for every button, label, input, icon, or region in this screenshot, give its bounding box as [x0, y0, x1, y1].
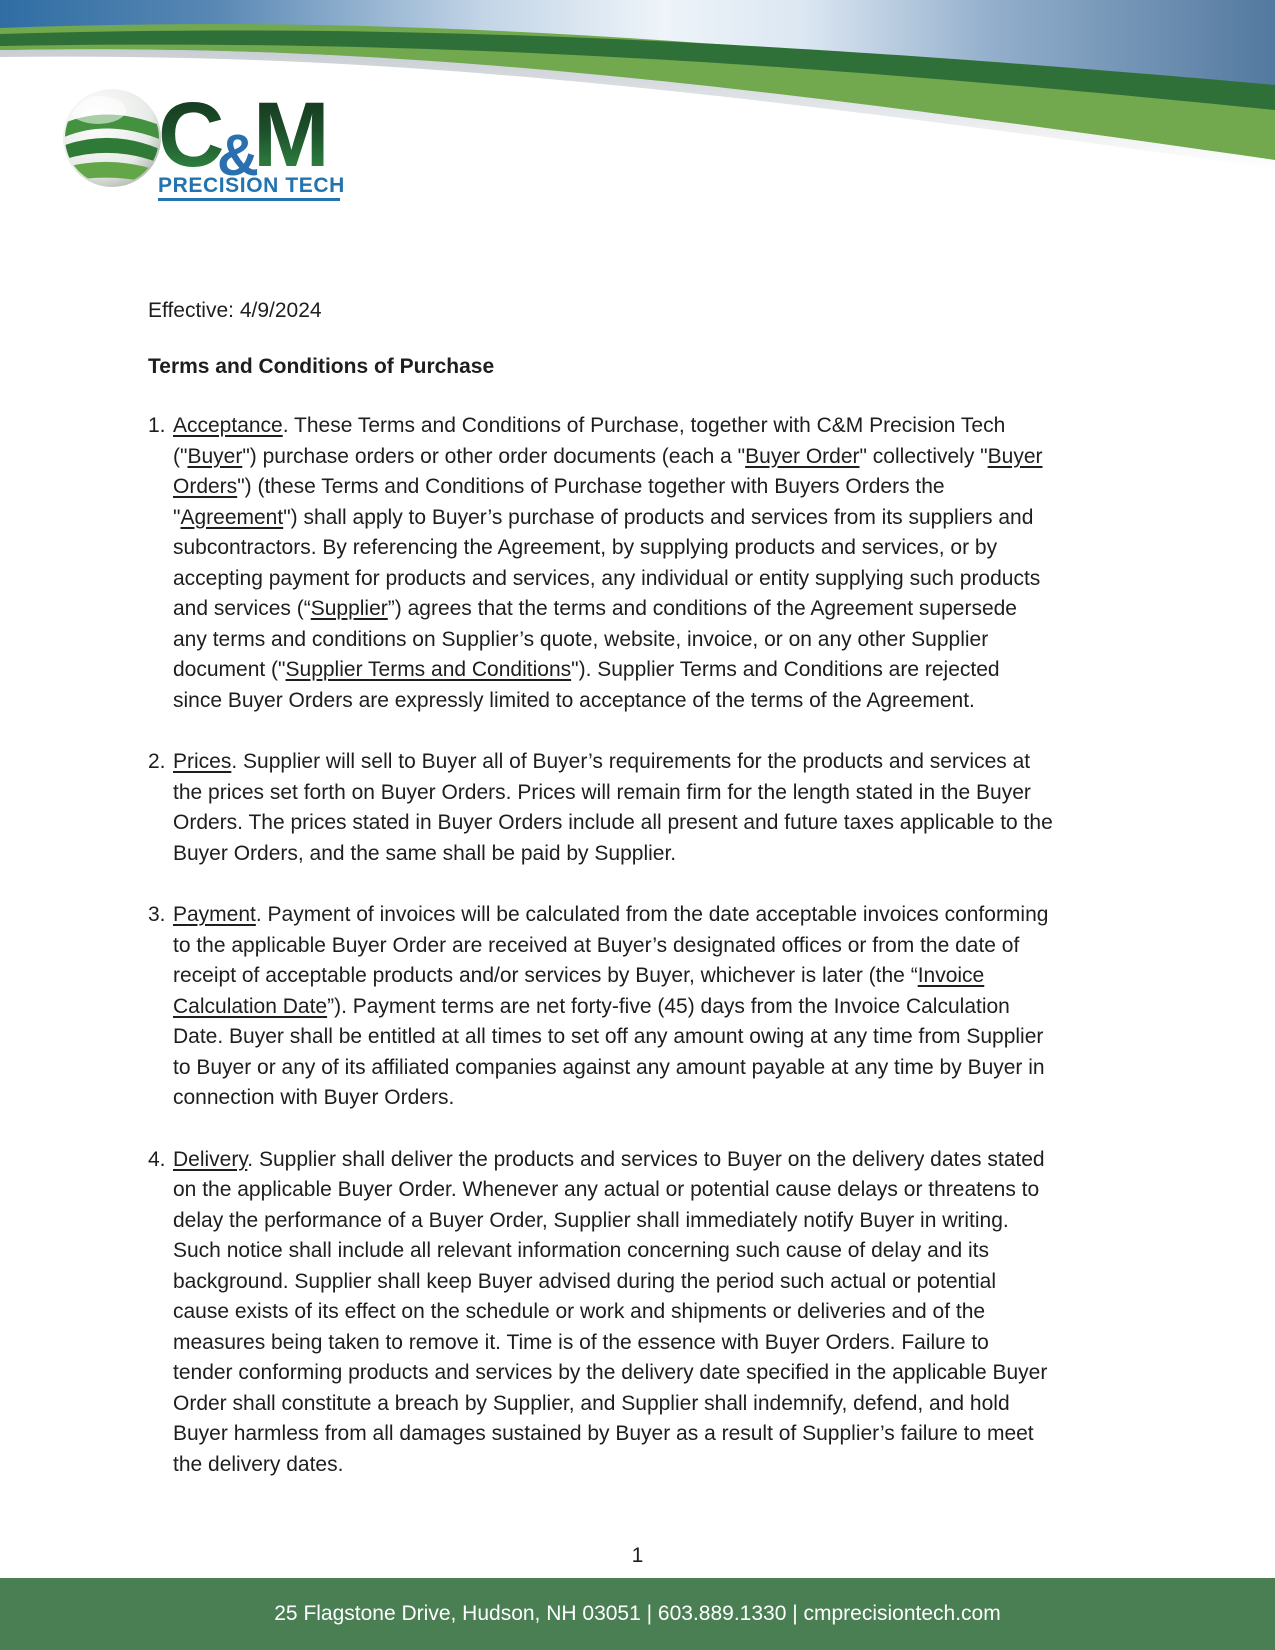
logo-tagline: PRECISION TECH: [158, 174, 345, 197]
defined-term: Buyer Orders: [173, 444, 1043, 498]
logo-letter-c: C: [158, 84, 225, 186]
page-number: 1: [631, 1544, 644, 1567]
logo-tagline-underline: [158, 198, 340, 201]
term-number: 4.: [148, 1147, 166, 1171]
term-text: "). Supplier Terms and Conditions are rejected since Buyer Orders are expressly limited to acceptance of the terms of the Agreement.: [173, 658, 1000, 712]
defined-term: Buyer Order: [745, 444, 860, 468]
term-item: [148, 900, 1053, 1114]
effective-date: Effective: 4/9/2024: [148, 299, 322, 322]
term-text: " collectively ": [859, 444, 988, 468]
term-item: [148, 411, 1053, 716]
document-body: [148, 296, 1053, 1480]
defined-term: Prices: [173, 750, 232, 773]
defined-term: Calculation Date: [173, 994, 328, 1018]
term-text: . These Terms and Conditions of Purchase, together with C&M Precision Tech (": [173, 414, 1006, 468]
defined-term: Delivery: [173, 1147, 248, 1171]
defined-term: Acceptance: [173, 414, 283, 437]
term-text: . Payment of invoices will be calculated from the date acceptable invoices conforming to the applicable Buyer Order are received at Buyer’s designated offices or from the date of receipt of acceptable products and/or services by Buyer, whichever is later (the “: [173, 903, 1049, 987]
globe-icon: [62, 89, 162, 187]
term-text: ") shall apply to Buyer’s purchase of products and services from its suppliers and subcontractors. By referencing the Agreement, by supplying products and services, or by accepting payment for products and services, any individual or entity supplying such products and services (“: [173, 505, 1041, 620]
terms-list: [148, 411, 1053, 1480]
term-text: . Supplier shall deliver the products and services to Buyer on the delivery dates stated on the applicable Buyer Order. Whenever any actual or potential cause delays or threatens to delay the performance of a Buyer Order, Supplier shall immediately notify Buyer in writing. Such notice shall include all relevant information concerning such cause of delay and its background. Supplier shall keep Buyer advised during the period such actual or potential cause exists of its effect on the schedule or work and shipments or deliveries and of the measures being taken to remove it. Time is of the essence with Buyer Orders. Failure to tender conforming products and services by the delivery date specified in the applicable Buyer Order shall constitute a breach by Supplier, and Supplier shall indemnify, defend, and hold Buyer harmless from all damages sustained by Buyer as a result of Supplier’s failure to meet the delivery dates.: [173, 1147, 1048, 1476]
defined-term: Payment: [173, 903, 256, 926]
term-text: ”). Payment terms are net forty-five (45) days from the Invoice Calculation Date. Buyer shall be entitled at all times to set off any amount owing at any time from Supplier to Buyer or any of its affiliated companies against any amount payable at any time by Buyer in connection with Buyer Orders.: [173, 994, 1045, 1109]
page-title: Terms and Conditions of Purchase: [148, 354, 495, 378]
footer-bar: [0, 1578, 1275, 1650]
defined-term: Supplier: [310, 597, 388, 620]
term-text: . Supplier will sell to Buyer all of Buyer’s requirements for the products and services at the prices set forth on Buyer Orders. Prices will remain firm for the length stated in the Buyer Orders. The prices stated in Buyer Orders include all present and future taxes applicable to the Buyer Orders, and the same shall be paid by Supplier.: [173, 750, 1053, 865]
logo-letter-m: M: [253, 84, 330, 186]
term-number: 2.: [148, 750, 166, 773]
term-text: ”) agrees that the terms and conditions of the Agreement supersede any terms and conditions on Supplier’s quote, website, invoice, or on any other Supplier document (": [173, 597, 1017, 681]
term-text: ") purchase orders or other order documents (each a ": [242, 444, 746, 468]
defined-term: Invoice: [917, 964, 985, 987]
term-number: 3.: [148, 903, 166, 926]
term-text: ") (these Terms and Conditions of Purchase together with Buyers Orders the ": [173, 475, 945, 529]
defined-term: Agreement: [180, 505, 284, 529]
defined-term: Supplier Terms and Conditions: [285, 658, 572, 681]
footer-contact-text: 25 Flagstone Drive, Hudson, NH 03051 | 603.889.1330 | cmprecisiontech.com: [274, 1602, 1001, 1625]
term-item: [148, 1145, 1053, 1481]
defined-term: Buyer: [187, 444, 243, 468]
term-number: 1.: [148, 414, 166, 437]
term-item: [148, 747, 1053, 869]
company-logo: [62, 80, 352, 205]
logo-ampersand: &: [217, 123, 259, 188]
